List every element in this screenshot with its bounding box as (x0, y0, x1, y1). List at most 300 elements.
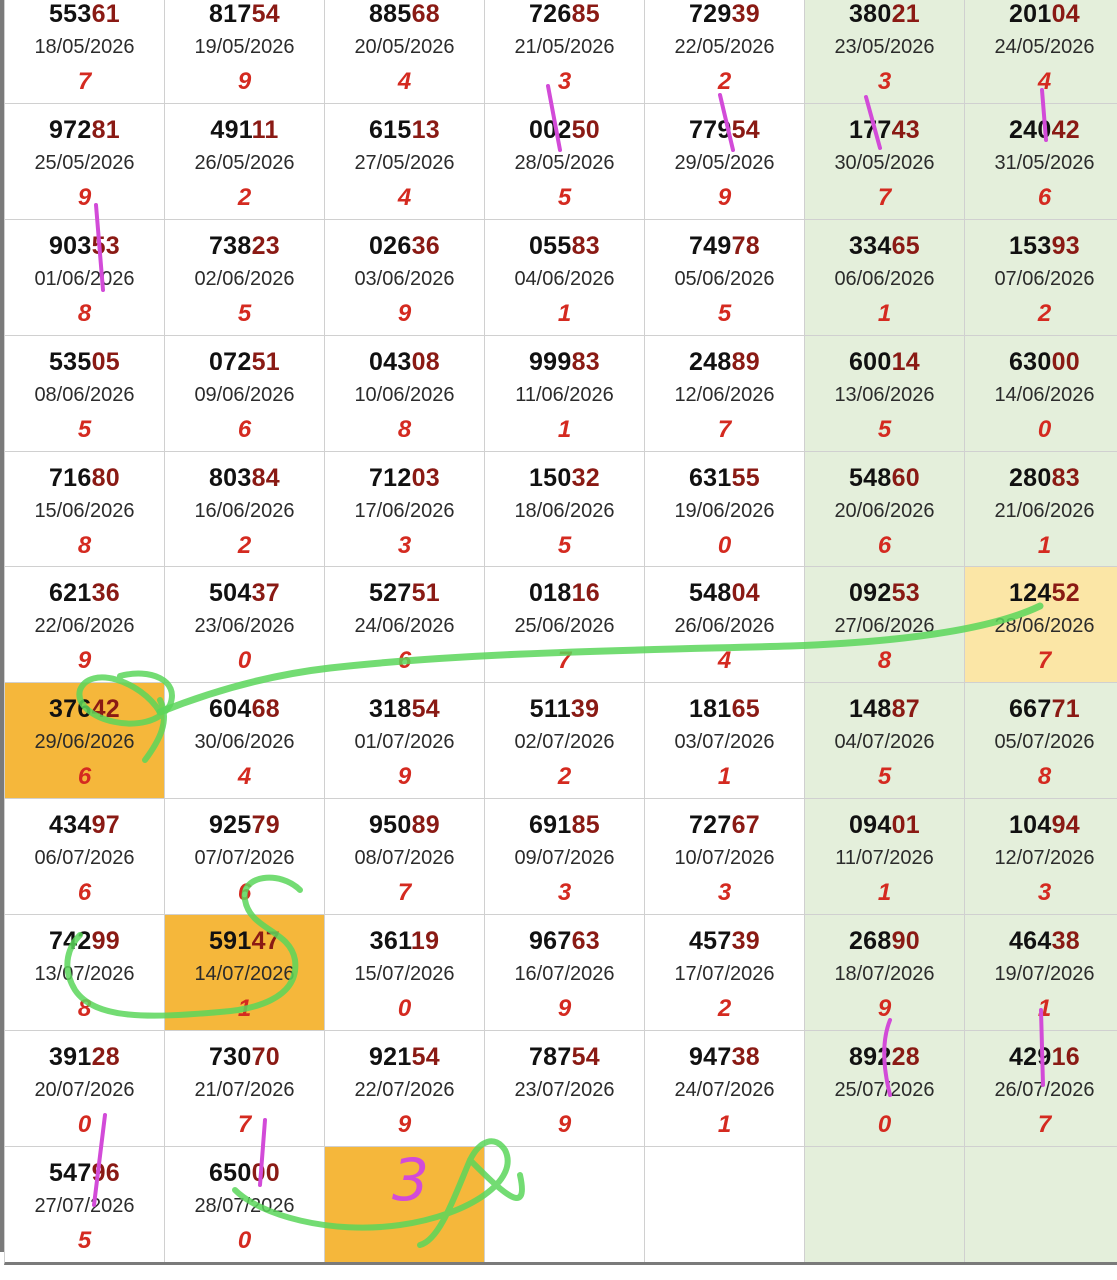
result-cell (165, 0, 324, 103)
result-sum-digit: 7 (717, 415, 732, 443)
result-sum-digit: 6 (397, 647, 412, 675)
number-first-digits: 972 (48, 115, 92, 144)
result-cell (325, 915, 484, 1030)
number-last-two-digits: 08 (411, 347, 441, 376)
empty-cell (325, 1147, 484, 1262)
result-number (485, 579, 644, 608)
number-first-digits: 280 (1008, 463, 1052, 492)
result-sum-digit: 4 (237, 763, 252, 791)
number-first-digits: 092 (848, 579, 892, 608)
result-date: 21/06/2026 (994, 499, 1095, 522)
result-number (325, 579, 484, 608)
result-sum-digit: 7 (1037, 647, 1052, 675)
result-cell (5, 915, 164, 1030)
result-cell (5, 1031, 164, 1146)
result-number (805, 927, 964, 956)
number-first-digits: 055 (528, 231, 572, 260)
result-number (165, 1043, 324, 1072)
number-last-two-digits: 68 (251, 695, 281, 724)
result-number (965, 348, 1117, 377)
result-sum-digit: 7 (557, 647, 572, 675)
result-number (5, 579, 164, 608)
result-cell (5, 452, 164, 567)
number-last-two-digits: 38 (1051, 927, 1081, 956)
number-first-digits: 018 (528, 579, 572, 608)
result-cell (325, 683, 484, 798)
result-sum-digit: 9 (397, 1111, 412, 1139)
number-first-digits: 650 (208, 1158, 252, 1187)
result-cell (165, 683, 324, 798)
result-number (325, 232, 484, 261)
result-sum-digit: 1 (1037, 531, 1052, 559)
result-sum-digit: 3 (557, 68, 572, 95)
result-date: 13/07/2026 (34, 963, 135, 986)
number-last-two-digits: 00 (251, 1158, 281, 1187)
number-last-two-digits: 16 (571, 579, 601, 608)
number-last-two-digits: 01 (891, 811, 921, 840)
result-number (645, 464, 804, 493)
number-last-two-digits: 00 (1051, 347, 1081, 376)
result-date: 04/06/2026 (514, 267, 615, 290)
number-first-digits: 026 (368, 231, 412, 260)
result-sum-digit: 4 (1037, 68, 1052, 95)
number-first-digits: 631 (688, 463, 732, 492)
number-first-digits: 361 (369, 927, 411, 956)
result-cell (965, 0, 1117, 103)
result-sum-digit: 5 (557, 183, 572, 211)
number-first-digits: 148 (848, 695, 892, 724)
number-first-digits: 150 (528, 463, 572, 492)
number-first-digits: 727 (688, 811, 732, 840)
result-number (165, 927, 324, 956)
result-cell (5, 220, 164, 335)
result-date: 03/07/2026 (674, 731, 775, 754)
result-date: 15/07/2026 (354, 963, 455, 986)
number-last-two-digits: 28 (91, 1043, 121, 1072)
result-number (805, 695, 964, 724)
handwritten-digit-3: 3 (392, 1146, 429, 1214)
number-last-two-digits: 39 (731, 0, 761, 28)
result-sum-digit: 8 (77, 299, 92, 327)
result-date: 09/06/2026 (194, 383, 295, 406)
result-cell (5, 799, 164, 914)
result-sum-digit: 4 (397, 68, 412, 95)
result-cell (325, 220, 484, 335)
number-last-two-digits: 14 (891, 347, 921, 376)
result-sum-digit: 3 (397, 531, 412, 559)
result-date: 17/06/2026 (354, 499, 455, 522)
result-cell (645, 1031, 804, 1146)
number-first-digits: 726 (528, 0, 572, 28)
result-date: 14/06/2026 (994, 383, 1095, 406)
number-first-digits: 268 (848, 927, 892, 956)
result-date: 10/07/2026 (674, 847, 775, 870)
number-first-digits: 925 (208, 811, 252, 840)
result-cell (165, 799, 324, 914)
number-first-digits: 043 (368, 347, 412, 376)
result-sum-digit: 0 (1037, 415, 1052, 443)
result-date: 26/06/2026 (674, 615, 775, 638)
result-sum-digit: 5 (237, 299, 252, 327)
result-sum-digit: 7 (397, 879, 412, 907)
number-last-two-digits: 87 (891, 695, 921, 724)
result-cell (165, 220, 324, 335)
result-cell (325, 104, 484, 219)
number-last-two-digits: 94 (1051, 811, 1081, 840)
result-date: 27/06/2026 (834, 615, 935, 638)
result-sum-digit: 2 (237, 183, 252, 211)
result-date: 18/05/2026 (34, 36, 135, 58)
result-number (5, 1043, 164, 1072)
result-number (5, 811, 164, 840)
result-number (325, 116, 484, 145)
result-number (805, 116, 964, 145)
result-number (645, 116, 804, 145)
number-first-digits: 885 (368, 0, 412, 28)
result-number (165, 116, 324, 145)
result-sum-digit: 5 (77, 1226, 92, 1254)
result-date: 16/06/2026 (194, 499, 295, 522)
result-date: 26/05/2026 (194, 151, 295, 174)
result-cell (645, 104, 804, 219)
result-sum-digit: 9 (557, 1111, 572, 1139)
result-sum-digit: 1 (717, 1111, 732, 1139)
number-first-digits: 491 (210, 115, 252, 144)
number-first-digits: 921 (368, 1043, 412, 1072)
number-last-two-digits: 80 (91, 463, 121, 492)
result-cell (5, 336, 164, 451)
result-sum-digit: 5 (717, 299, 732, 327)
number-last-two-digits: 51 (411, 579, 441, 608)
result-sum-digit: 5 (77, 415, 92, 443)
number-first-digits: 803 (208, 463, 252, 492)
result-date: 29/06/2026 (34, 731, 135, 754)
number-first-digits: 124 (1008, 579, 1052, 608)
result-number (965, 927, 1117, 956)
number-last-two-digits: 43 (891, 115, 921, 144)
result-sum-digit: 9 (77, 647, 92, 675)
number-last-two-digits: 89 (731, 347, 761, 376)
result-date: 14/07/2026 (194, 963, 295, 986)
number-first-digits: 817 (208, 0, 252, 28)
result-date: 10/06/2026 (354, 383, 455, 406)
number-last-two-digits: 54 (571, 1043, 601, 1072)
number-first-digits: 153 (1008, 231, 1052, 260)
result-cell (5, 104, 164, 219)
result-date: 17/07/2026 (674, 963, 775, 986)
result-date: 09/07/2026 (514, 847, 615, 870)
result-cell (645, 0, 804, 103)
result-cell (645, 799, 804, 914)
result-cell (325, 336, 484, 451)
result-number (5, 464, 164, 493)
number-last-two-digits: 61 (91, 0, 121, 28)
result-date: 06/07/2026 (34, 847, 135, 870)
result-cell (165, 336, 324, 451)
number-first-digits: 903 (48, 231, 92, 260)
result-date: 11/07/2026 (835, 847, 934, 870)
result-date: 16/07/2026 (514, 963, 615, 986)
number-last-two-digits: 83 (571, 231, 601, 260)
result-cell (805, 0, 964, 103)
number-last-two-digits: 47 (251, 927, 281, 956)
result-cell (965, 452, 1117, 567)
result-date: 12/06/2026 (674, 383, 775, 406)
result-sum-digit: 5 (877, 415, 892, 443)
result-number (165, 0, 324, 29)
number-first-digits: 248 (688, 347, 732, 376)
result-number (965, 1043, 1117, 1072)
result-number (645, 232, 804, 261)
number-first-digits: 621 (48, 579, 92, 608)
result-number (325, 811, 484, 840)
result-cell (485, 683, 644, 798)
number-last-two-digits: 50 (571, 115, 601, 144)
number-first-digits: 535 (48, 347, 92, 376)
result-date: 01/07/2026 (354, 731, 455, 754)
result-number (325, 927, 484, 956)
result-cell (5, 683, 164, 798)
result-sum-digit: 1 (1037, 995, 1052, 1023)
result-number (965, 579, 1117, 608)
number-first-digits: 547 (48, 1158, 92, 1187)
result-number (165, 695, 324, 724)
result-number (485, 811, 644, 840)
number-last-two-digits: 70 (251, 1043, 281, 1072)
result-cell (805, 336, 964, 451)
result-cell (485, 104, 644, 219)
number-first-digits: 950 (368, 811, 412, 840)
result-sum-digit: 7 (877, 183, 892, 211)
result-number (485, 232, 644, 261)
result-sum-digit: 9 (397, 763, 412, 791)
result-number (805, 232, 964, 261)
number-first-digits: 434 (48, 811, 92, 840)
number-first-digits: 591 (208, 927, 252, 956)
number-last-two-digits: 39 (731, 927, 761, 956)
result-number (965, 811, 1117, 840)
result-sum-digit: 1 (237, 995, 252, 1023)
number-last-two-digits: 55 (731, 463, 761, 492)
result-date: 20/06/2026 (834, 499, 935, 522)
number-first-digits: 730 (208, 1043, 252, 1072)
number-last-two-digits: 42 (1051, 115, 1081, 144)
result-date: 28/07/2026 (194, 1194, 295, 1217)
number-first-digits: 604 (208, 695, 252, 724)
result-sum-digit: 6 (77, 879, 92, 907)
result-date: 08/06/2026 (34, 383, 135, 406)
number-first-digits: 667 (1008, 695, 1052, 724)
number-last-two-digits: 16 (1051, 1043, 1081, 1072)
result-number (5, 0, 164, 29)
result-sum-digit: 4 (717, 647, 732, 675)
number-last-two-digits: 54 (731, 115, 761, 144)
number-first-digits: 712 (368, 463, 412, 492)
empty-cell (485, 1147, 644, 1262)
result-number (965, 0, 1117, 29)
result-date: 02/07/2026 (514, 731, 615, 754)
result-number (5, 232, 164, 261)
empty-cell (805, 1147, 964, 1262)
result-date: 08/07/2026 (354, 847, 455, 870)
result-date: 27/05/2026 (354, 151, 455, 174)
result-number (165, 464, 324, 493)
number-last-two-digits: 89 (411, 811, 441, 840)
number-first-digits: 391 (48, 1043, 92, 1072)
number-last-two-digits: 03 (411, 463, 441, 492)
result-sum-digit: 2 (237, 531, 252, 559)
number-first-digits: 787 (528, 1043, 572, 1072)
result-cell (325, 799, 484, 914)
result-sum-digit: 8 (397, 415, 412, 443)
number-first-digits: 181 (688, 695, 732, 724)
number-last-two-digits: 93 (1051, 231, 1081, 260)
number-last-two-digits: 39 (570, 695, 600, 724)
result-cell (165, 452, 324, 567)
result-cell (485, 0, 644, 103)
number-last-two-digits: 54 (251, 0, 281, 28)
result-sum-digit: 0 (237, 1226, 252, 1254)
result-cell (965, 1031, 1117, 1146)
number-last-two-digits: 68 (411, 0, 441, 28)
result-cell (165, 567, 324, 682)
result-number (165, 348, 324, 377)
result-sum-digit: 0 (717, 531, 732, 559)
result-cell (485, 1031, 644, 1146)
result-sum-digit: 1 (557, 299, 572, 327)
result-date: 30/05/2026 (834, 151, 935, 174)
result-sum-digit: 1 (557, 415, 572, 443)
result-number (325, 1043, 484, 1072)
result-cell (5, 0, 164, 103)
result-cell (965, 220, 1117, 335)
results-calendar-grid (4, 0, 1117, 1265)
result-sum-digit: 1 (877, 299, 892, 327)
number-last-two-digits: 71 (1051, 695, 1081, 724)
number-last-two-digits: 23 (251, 231, 281, 260)
result-cell (805, 452, 964, 567)
result-cell (485, 799, 644, 914)
number-last-two-digits: 04 (731, 579, 761, 608)
result-date: 27/07/2026 (34, 1194, 135, 1217)
result-cell (805, 1031, 964, 1146)
result-number (165, 811, 324, 840)
number-last-two-digits: 04 (1051, 0, 1081, 28)
result-cell (165, 915, 324, 1030)
result-sum-digit: 3 (717, 879, 732, 907)
result-number (485, 0, 644, 29)
result-sum-digit: 8 (77, 995, 92, 1023)
result-date: 21/07/2026 (194, 1079, 295, 1102)
result-cell (5, 1147, 164, 1262)
result-sum-digit: 0 (77, 1111, 92, 1139)
result-cell (965, 915, 1117, 1030)
number-first-digits: 504 (208, 579, 252, 608)
number-first-digits: 318 (368, 695, 412, 724)
result-date: 20/05/2026 (354, 36, 455, 58)
result-number (645, 695, 804, 724)
result-sum-digit: 7 (237, 1111, 252, 1139)
number-last-two-digits: 65 (731, 695, 761, 724)
result-date: 11/06/2026 (515, 383, 614, 406)
result-number (965, 232, 1117, 261)
number-first-digits: 630 (1008, 347, 1052, 376)
result-sum-digit: 9 (877, 995, 892, 1023)
number-last-two-digits: 84 (251, 463, 281, 492)
number-first-digits: 334 (848, 231, 892, 260)
number-last-two-digits: 81 (91, 115, 121, 144)
result-date: 07/07/2026 (194, 847, 295, 870)
result-cell (805, 104, 964, 219)
result-date: 28/05/2026 (514, 151, 615, 174)
number-first-digits: 548 (848, 463, 892, 492)
number-last-two-digits: 54 (411, 695, 441, 724)
result-number (5, 927, 164, 956)
result-number (165, 579, 324, 608)
result-date: 03/06/2026 (354, 267, 455, 290)
result-date: 30/06/2026 (194, 731, 295, 754)
number-first-digits: 729 (688, 0, 732, 28)
result-cell (645, 567, 804, 682)
result-sum-digit: 0 (877, 1111, 892, 1139)
number-last-two-digits: 53 (891, 579, 921, 608)
result-number (965, 116, 1117, 145)
result-number (805, 464, 964, 493)
number-last-two-digits: 99 (91, 927, 121, 956)
result-cell (165, 104, 324, 219)
result-sum-digit: 5 (877, 763, 892, 791)
result-cell (485, 567, 644, 682)
number-first-digits: 615 (368, 115, 412, 144)
result-sum-digit: 9 (717, 183, 732, 211)
number-first-digits: 072 (208, 347, 252, 376)
result-date: 15/06/2026 (34, 499, 135, 522)
result-date: 24/06/2026 (354, 615, 455, 638)
number-last-two-digits: 11 (251, 115, 279, 144)
result-cell (645, 683, 804, 798)
result-date: 07/06/2026 (994, 267, 1095, 290)
number-first-digits: 548 (688, 579, 732, 608)
result-number (645, 811, 804, 840)
result-cell (645, 336, 804, 451)
result-date: 23/07/2026 (514, 1079, 615, 1102)
result-sum-digit: 1 (717, 763, 732, 791)
result-date: 25/05/2026 (34, 151, 135, 174)
result-sum-digit: 6 (877, 531, 892, 559)
number-last-two-digits: 54 (411, 1043, 441, 1072)
result-number (485, 927, 644, 956)
result-date: 23/06/2026 (194, 615, 295, 638)
result-date: 25/06/2026 (514, 615, 615, 638)
result-date: 06/06/2026 (834, 267, 935, 290)
result-number (165, 1159, 324, 1188)
result-number (805, 579, 964, 608)
result-cell (485, 220, 644, 335)
result-number (485, 695, 644, 724)
result-date: 19/07/2026 (994, 963, 1095, 986)
result-date: 22/07/2026 (354, 1079, 455, 1102)
result-number (645, 0, 804, 29)
result-number (325, 0, 484, 29)
result-date: 28/06/2026 (994, 615, 1095, 638)
result-date: 22/06/2026 (34, 615, 135, 638)
number-last-two-digits: 21 (891, 0, 921, 28)
result-sum-digit: 6 (1037, 183, 1052, 211)
number-last-two-digits: 13 (411, 115, 441, 144)
result-sum-digit: 9 (237, 68, 252, 95)
number-first-digits: 553 (48, 0, 92, 28)
number-last-two-digits: 05 (91, 347, 121, 376)
